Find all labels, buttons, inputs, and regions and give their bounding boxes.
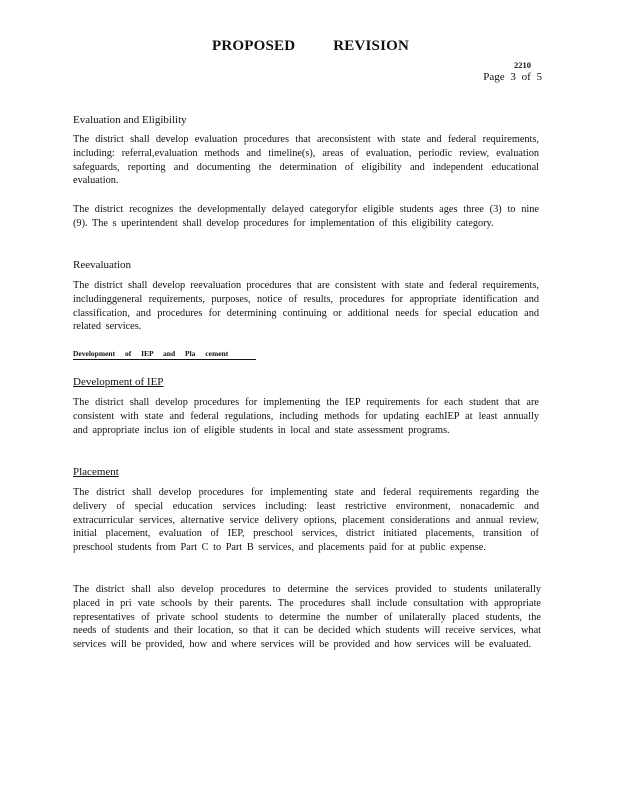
document-title: PROPOSED REVISION (212, 38, 410, 54)
evaluation-paragraph-2: The district recognizes the developmentally delayed categoryfor eligible students ages three (3) to nine (9). The s uperintendent shall develop procedures for implementation of this eligibility category. (73, 204, 539, 229)
page-number: Page 3 of 5 (483, 71, 542, 83)
reevaluation-heading: Reevaluation (73, 259, 132, 271)
development-iep-paragraph: The district shall develop procedures for implementing the IEP requirements for each student that are consistent with state and federal regulations, including methods for updating eachIEP at least annually and appropriate inclus ion of eligible students in local and state assessment programs. (73, 397, 539, 436)
policy-code: 2210 (514, 60, 531, 70)
evaluation-paragraph-1: The district shall develop evaluation procedures that areconsistent with state and federal requirements, including: referral,evaluation methods and timeline(s), areas of evaluation, periodic review, evaluation safeguards, reporting and documenting the determination of eligibility and independent educational evaluation. (73, 134, 539, 187)
placement-heading: Placement (73, 466, 119, 478)
reevaluation-paragraph: The district shall develop reevaluation procedures that are consistent with state and federal requirements, includinggeneral requirements, purposes, notice of results, procedures for appropriate identification and classification, and procedures for determining continuing or additional needs for special education and related services. (73, 280, 539, 333)
development-iep-placement-heading: Development of IEP and Pla cement (73, 349, 256, 360)
development-iep-heading: Development of IEP (73, 376, 164, 388)
placement-paragraph-1: The district shall develop procedures for implementing state and federal requirements regarding the delivery of special education services including: least restrictive environment, nonacademic and extracurricular services, alternative service delivery options, placement considerations and annual review, initial placement, evaluation of IEP, preschool services, district initiated placements, transition of preschool students from Part C to Part B services, and placements paid for at public expense. (73, 487, 539, 554)
evaluation-heading: Evaluation and Eligibility (73, 114, 187, 126)
placement-paragraph-2: The district shall also develop procedures to determine the services provided to students unilaterally placed in pri vate schools by their parents. The procedures shall include consultation with appropriate representatives of private school students to determine the number of unilaterally placed students, the needs of students and their location, so that it can be decided which students will receive services, what services will be provided, how and where services will be provided and how services will be evaluated. (73, 584, 541, 651)
